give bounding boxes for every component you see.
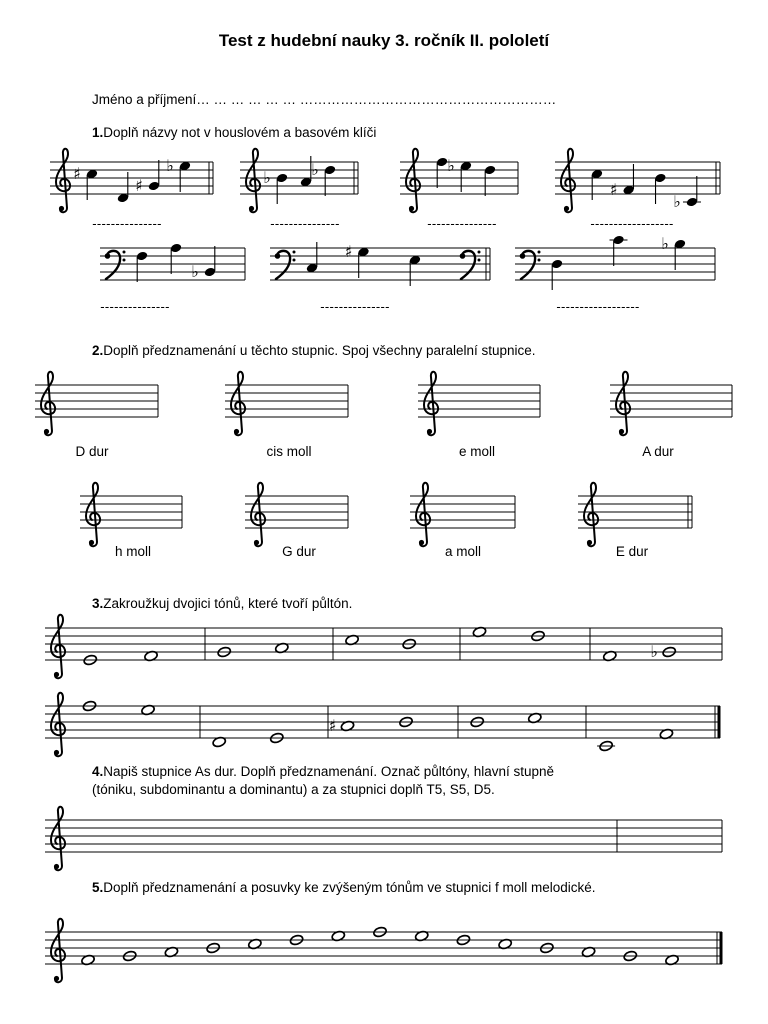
treble-clef-icon bbox=[86, 483, 100, 547]
bass-staff bbox=[515, 234, 715, 290]
question-2 bbox=[92, 343, 536, 359]
clef-dot bbox=[54, 672, 59, 677]
clef-dot bbox=[54, 864, 59, 869]
clef-stroke bbox=[86, 483, 100, 547]
clef-stroke bbox=[584, 483, 598, 547]
scale-label: D dur bbox=[75, 444, 109, 459]
sharp-icon: ♯ bbox=[135, 176, 143, 195]
scale-staff bbox=[45, 807, 722, 871]
empty-staff bbox=[418, 372, 540, 436]
clef-stroke bbox=[51, 919, 65, 983]
clef-dot bbox=[234, 429, 239, 434]
flat-icon: ♭ bbox=[447, 156, 455, 175]
treble-clef-icon bbox=[424, 372, 438, 436]
treble-clef-icon bbox=[41, 372, 55, 436]
flat-icon: ♭ bbox=[661, 234, 669, 253]
scale-label: A dur bbox=[642, 444, 674, 459]
question-number: 3. bbox=[92, 596, 104, 611]
empty-staff bbox=[245, 483, 348, 547]
flat-icon: ♭ bbox=[311, 160, 319, 179]
empty-staff bbox=[80, 483, 182, 547]
scale-label: e moll bbox=[458, 444, 495, 459]
clef-stroke bbox=[251, 483, 265, 547]
clef-stroke bbox=[51, 693, 65, 757]
clef-dot bbox=[409, 206, 414, 211]
scale-label: cis moll bbox=[266, 444, 312, 459]
clef-stroke bbox=[406, 149, 420, 213]
clef-stroke bbox=[416, 483, 430, 547]
clef-dot bbox=[564, 206, 569, 211]
question-5 bbox=[92, 880, 596, 896]
page-title: Test z hudební nauky 3. ročník II. pololetí bbox=[218, 31, 550, 50]
treble-clef-icon bbox=[56, 149, 70, 213]
treble-staff bbox=[240, 149, 358, 213]
clef-stroke bbox=[561, 149, 575, 213]
treble-clef-icon bbox=[616, 372, 630, 436]
flat-icon: ♭ bbox=[650, 642, 658, 661]
treble-clef-icon bbox=[406, 149, 420, 213]
sharp-icon: ♯ bbox=[328, 716, 337, 735]
bass-clef-icon bbox=[460, 251, 481, 280]
clef-dot bbox=[123, 259, 126, 262]
clef-dot bbox=[460, 253, 466, 259]
treble-clef-icon bbox=[584, 483, 598, 547]
clef-dot bbox=[249, 206, 254, 211]
answer-blank: --------------- bbox=[92, 216, 162, 231]
name-blank: … … … … … … ………………………………………………… bbox=[196, 92, 557, 107]
treble-clef-icon bbox=[51, 693, 65, 757]
treble-clef-icon bbox=[416, 483, 430, 547]
question-1 bbox=[92, 125, 376, 141]
question-text: Napiš stupnice As dur. Doplň předznamenání. Označ půltóny, hlavní stupně bbox=[103, 764, 555, 779]
treble-clef-icon bbox=[51, 919, 65, 983]
clef-dot bbox=[478, 251, 481, 254]
name-label: Jméno a příjmení bbox=[92, 92, 197, 107]
clef-stroke bbox=[56, 149, 70, 213]
flat-icon: ♭ bbox=[263, 168, 271, 187]
question-number: 4. bbox=[92, 764, 104, 779]
clef-dot bbox=[538, 251, 541, 254]
empty-staff bbox=[225, 372, 348, 436]
question-4 bbox=[92, 764, 554, 780]
name-line bbox=[92, 92, 556, 108]
treble-clef-icon bbox=[561, 149, 575, 213]
clef-dot bbox=[275, 253, 281, 259]
question-text: Doplň názvy not v houslovém a basovém klíči bbox=[103, 125, 377, 140]
question-number: 5. bbox=[92, 880, 104, 895]
treble-staff bbox=[400, 149, 518, 213]
melodic-minor-staff bbox=[45, 919, 722, 983]
answer-blank: ------------------ bbox=[556, 299, 640, 314]
clef-stroke bbox=[424, 372, 438, 436]
treble-clef-icon bbox=[251, 483, 265, 547]
scale-label: h moll bbox=[114, 544, 151, 559]
clef-dot bbox=[427, 429, 432, 434]
answer-blank: --------------- bbox=[427, 216, 497, 231]
treble-staff bbox=[50, 149, 213, 213]
clef-stroke bbox=[246, 149, 260, 213]
clef-dot bbox=[520, 253, 526, 259]
clef-dot bbox=[293, 259, 296, 262]
bass-clef-icon bbox=[520, 251, 541, 280]
flat-icon: ♭ bbox=[166, 156, 174, 175]
question-number: 1. bbox=[92, 125, 104, 140]
bass-staff bbox=[270, 242, 490, 286]
sharp-icon: ♯ bbox=[73, 164, 81, 183]
question-4-line-2: (tóniku, subdominantu a dominantu) a za stupnici doplň T5, S5, D5. bbox=[92, 782, 495, 797]
treble-clef-icon bbox=[51, 807, 65, 871]
empty-staff bbox=[410, 483, 515, 547]
question-number: 2. bbox=[92, 343, 104, 358]
flat-icon: ♭ bbox=[191, 262, 199, 281]
clef-dot bbox=[538, 259, 541, 262]
clef-dot bbox=[54, 750, 59, 755]
scale-label: E dur bbox=[615, 544, 649, 559]
scale-label: a moll bbox=[444, 544, 481, 559]
semitone-staff bbox=[45, 615, 722, 679]
question-text: Doplň předznamenání u těchto stupnic. Spoj všechny paralelní stupnice. bbox=[103, 343, 536, 358]
clef-dot bbox=[54, 976, 59, 981]
treble-clef-icon bbox=[51, 615, 65, 679]
sharp-icon: ♯ bbox=[344, 242, 353, 261]
sharp-icon: ♯ bbox=[609, 180, 618, 199]
clef-stroke bbox=[616, 372, 630, 436]
question-3 bbox=[92, 596, 352, 612]
clef-dot bbox=[619, 429, 624, 434]
empty-staff bbox=[610, 372, 732, 436]
clef-stroke bbox=[231, 372, 245, 436]
semitone-staff bbox=[45, 693, 720, 757]
bass-staff bbox=[100, 243, 245, 282]
empty-staff bbox=[578, 483, 692, 547]
answer-blank: --------------- bbox=[320, 299, 390, 314]
bass-clef-icon bbox=[105, 251, 126, 280]
bass-clef-icon bbox=[275, 251, 296, 280]
clef-stroke bbox=[41, 372, 55, 436]
clef-dot bbox=[105, 253, 111, 259]
clef-stroke bbox=[51, 615, 65, 679]
treble-clef-icon bbox=[246, 149, 260, 213]
clef-dot bbox=[293, 251, 296, 254]
answer-blank: --------------- bbox=[270, 216, 340, 231]
clef-dot bbox=[59, 206, 64, 211]
clef-stroke bbox=[51, 807, 65, 871]
flat-icon: ♭ bbox=[673, 192, 681, 211]
treble-clef-icon bbox=[231, 372, 245, 436]
clef-dot bbox=[478, 259, 481, 262]
clef-dot bbox=[44, 429, 49, 434]
question-text: Doplň předznamenání a posuvky ke zvýšeným tónům ve stupnici f moll melodické. bbox=[103, 880, 596, 895]
answer-blank: --------------- bbox=[100, 299, 170, 314]
empty-staff bbox=[35, 372, 158, 436]
scale-label: G dur bbox=[282, 544, 316, 559]
question-text: Zakroužkuj dvojici tónů, které tvoří půltón. bbox=[103, 596, 353, 611]
clef-dot bbox=[123, 251, 126, 254]
treble-staff bbox=[555, 149, 720, 213]
answer-blank: ------------------ bbox=[590, 216, 674, 231]
